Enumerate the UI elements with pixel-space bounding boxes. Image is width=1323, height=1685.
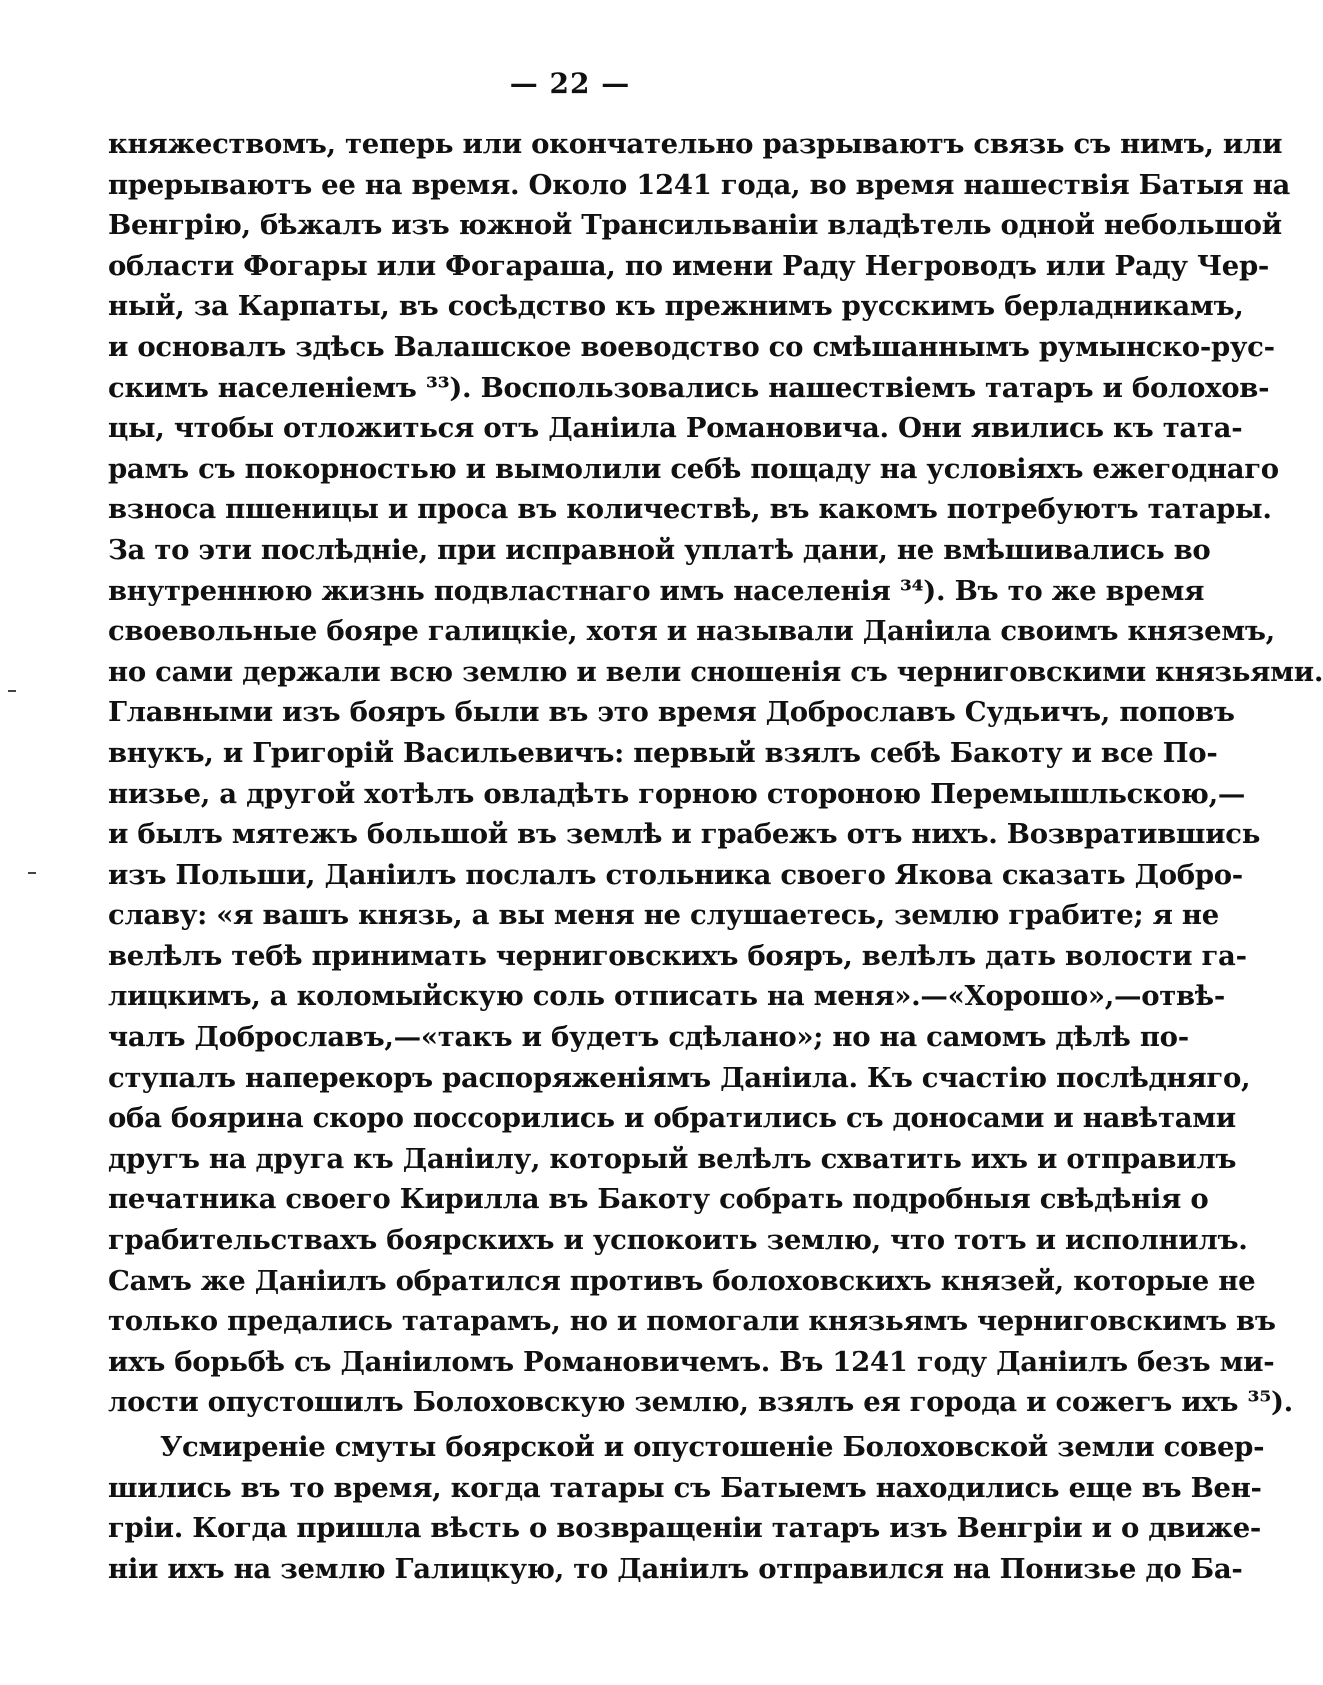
text-line: Усмиреніе смуты боярской и опустошеніе Болоховской земли совер- <box>160 1431 1265 1463</box>
text-line: низье, а другой хотѣлъ овладѣть горною стороною Перемышльскою,— <box>108 777 1246 810</box>
body-text <box>108 124 1323 1589</box>
text-line: грабительствахъ боярскихъ и успокоить землю, что тотъ и исполнилъ. <box>108 1224 1248 1257</box>
text-line: и былъ мятежъ большой въ землѣ и грабежъ отъ нихъ. Возвратившись <box>108 818 1261 851</box>
text-line: За то эти послѣдніе, при исправной уплатѣ дани, не вмѣшивались во <box>108 533 1211 566</box>
text-line: внутреннюю жизнь подвластнаго имъ населенія ³⁴). Въ то же время <box>108 574 1205 607</box>
text-line: лости опустошилъ Болоховскую землю, взялъ ея города и сожегъ ихъ ³⁵). <box>108 1386 1293 1419</box>
text-line: цы, чтобы отложиться отъ Даніила Романовича. Они явились къ тата- <box>108 412 1243 445</box>
text-line: взноса пшеницы и проса въ количествѣ, въ какомъ потребуютъ татары. <box>108 493 1272 526</box>
text-line: ихъ борьбѣ съ Даніиломъ Романовичемъ. Въ 1241 году Даніилъ безъ ми- <box>108 1345 1275 1378</box>
text-line: славу: «я вашъ князь, а вы меня не слушаетесь, землю грабите; я не <box>108 899 1219 932</box>
text-line: Венгрію, бѣжалъ изъ южной Трансильваніи владѣтель одной небольшой <box>108 209 1282 242</box>
text-line: Самъ же Даніилъ обратился противъ болоховскихъ князей, которые не <box>108 1264 1256 1297</box>
text-line: гріи. Когда пришла вѣсть о возвращеніи татаръ изъ Венгріи и о движе- <box>108 1512 1262 1545</box>
text-line: но сами держали всю землю и вели сношенія съ черниговскими князьями. <box>108 655 1323 688</box>
paragraph <box>108 124 1323 1423</box>
text-line: только предались татарамъ, но и помогали князьямъ черниговскимъ въ <box>108 1305 1276 1338</box>
text-line: велѣлъ тебѣ принимать черниговскихъ бояръ, велѣлъ дать волости га- <box>108 939 1247 972</box>
text-line: внукъ, и Григорій Васильевичъ: первый взялъ себѣ Бакоту и все По- <box>108 736 1218 769</box>
text-line: области Фогары или Фогараша, по имени Раду Негроводъ или Раду Чер- <box>108 249 1270 282</box>
text-line: шились въ то время, когда татары съ Батыемъ находились еще въ Вен- <box>108 1471 1262 1504</box>
text-line: чалъ Доброславъ,—«такъ и будетъ сдѣлано»; но на самомъ дѣлѣ по- <box>108 1021 1189 1054</box>
text-line: другъ на друга къ Даніилу, который велѣлъ схватить ихъ и отправилъ <box>108 1142 1237 1175</box>
text-line: княжествомъ, теперь или окончательно разрываютъ связь съ нимъ, или <box>108 128 1283 160</box>
text-line: рамъ съ покорностью и вымолили себѣ пощаду на условіяхъ ежегоднаго <box>108 452 1279 485</box>
text-line: своевольные бояре галицкіе, хотя и называли Даніила своимъ княземъ, <box>108 615 1275 648</box>
text-line: скимъ населеніемъ ³³). Воспользовались нашествіемъ татаръ и болохов- <box>108 371 1270 404</box>
text-line: Главными изъ бояръ были въ это время Доброславъ Судьичъ, поповъ <box>108 696 1235 729</box>
text-line: прерываютъ ее на время. Около 1241 года, во время нашествія Батыя на <box>108 168 1291 201</box>
text-line: ніи ихъ на землю Галицкую, то Даніилъ отправился на Понизье до Ба- <box>108 1552 1243 1585</box>
text-line: и основалъ здѣсь Валашское воеводство со смѣшаннымъ румынско-рус- <box>108 330 1275 363</box>
text-line: изъ Польши, Даніилъ послалъ стольника своего Якова сказать Добро- <box>108 858 1243 891</box>
text-line: ный, за Карпаты, въ сосѣдство къ прежнимъ русскимъ берладникамъ, <box>108 290 1244 323</box>
margin-mark <box>28 872 36 874</box>
margin-mark <box>8 690 16 692</box>
text-line: ступалъ наперекоръ распоряженіямъ Даніила. Къ счастію послѣдняго, <box>108 1061 1251 1094</box>
text-line: печатника своего Кирилла въ Бакоту собрать подробныя свѣдѣнія о <box>108 1183 1209 1216</box>
text-line: оба боярина скоро поссорились и обратились съ доносами и навѣтами <box>108 1102 1236 1135</box>
page-number: — 22 — <box>509 67 631 100</box>
paragraph <box>108 1427 1265 1589</box>
text-line: лицкимъ, а коломыйскую соль отписать на меня».—«Хорошо»,—отвѣ- <box>108 980 1225 1013</box>
